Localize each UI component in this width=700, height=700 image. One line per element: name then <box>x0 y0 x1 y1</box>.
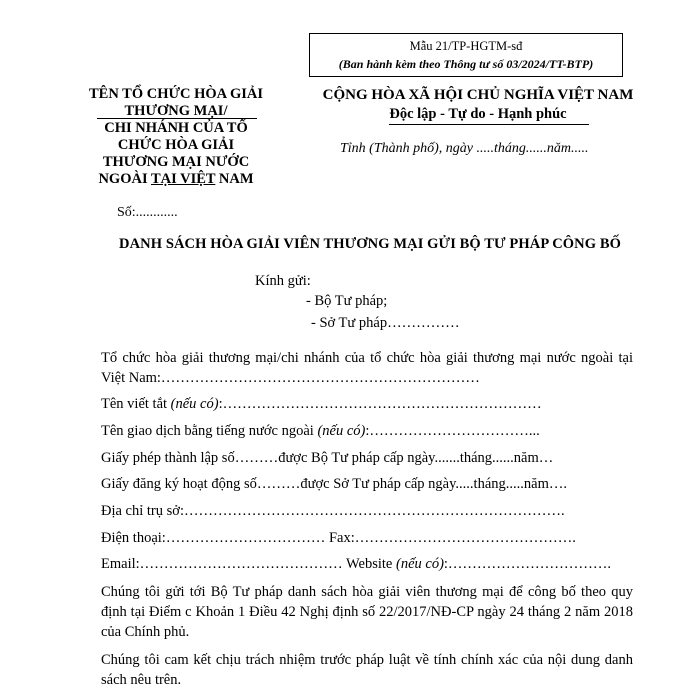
field-license: Giấy phép thành lập số………được Bộ Tư pháp cấp ngày.......tháng......năm… <box>101 450 554 466</box>
trade-name-optional: (nếu có) <box>317 423 366 439</box>
recipient-1: - Bộ Tư pháp; <box>306 293 388 309</box>
country-name: CỘNG HÒA XÃ HỘI CHỦ NGHĨA VIỆT NAM <box>322 87 634 103</box>
document-title: DANH SÁCH HÒA GIẢI VIÊN THƯƠNG MẠI GỬI BỘ TƯ PHÁP CÔNG BỐ <box>119 236 621 252</box>
national-header <box>318 86 638 124</box>
recipients-label: Kính gửi: <box>255 273 311 289</box>
org-line-6-underlined: TẠI VIỆT <box>150 171 216 187</box>
paragraph-commitment: Chúng tôi cam kết chịu trách nhiệm trước pháp luật về tính chính xác của nội dung danh sách nêu trên. <box>101 652 633 688</box>
field-phone-fax: Điện thoại:…………………………… Fax:………………………………………. <box>101 530 576 546</box>
national-motto: Độc lập - Tự do - Hạnh phúc <box>389 106 567 122</box>
field-address: Địa chỉ trụ sở:……………………………………………………………………. <box>101 503 565 519</box>
website-optional: (nếu có) <box>396 556 444 572</box>
paragraph-submission: Chúng tôi gửi tới Bộ Tư pháp danh sách hòa giải viên thương mại để công bố theo quy định tại Điểm c Khoản 1 Điều 42 Nghị định số 22/2017/NĐ-CP ngày 24 tháng 2 năm 2018 của Chính phủ. <box>101 584 633 640</box>
website-dots: :……………………………. <box>443 556 612 572</box>
form-issuance-note: (Ban hành kèm theo Thông tư số 03/2024/TT-BTP) <box>338 57 594 71</box>
org-line-3: CHI NHÁNH CỦA TỔ <box>104 120 248 136</box>
org-line-5: THƯƠNG MẠI NƯỚC <box>102 154 250 170</box>
field-registration: Giấy đăng ký hoạt động số………được Sở Tư pháp cấp ngày.....tháng.....năm…. <box>101 476 567 492</box>
org-line-6-pre: NGOÀI <box>98 171 151 187</box>
motto-underline <box>389 124 589 125</box>
org-line-2: THƯƠNG MẠI/ <box>124 103 228 119</box>
form-code: Mẫu 21/TP-HGTM-sđ <box>409 39 523 53</box>
org-line-6-post: NAM <box>215 171 254 187</box>
email-website-label: Email:…………………………………… Website <box>101 556 396 572</box>
org-line-1: TÊN TỔ CHỨC HÒA GIẢI <box>88 86 264 102</box>
org-divider-line <box>97 118 257 119</box>
recipient-2: - Sở Tư pháp…………… <box>311 315 460 331</box>
field-email-website <box>101 556 611 573</box>
form-code-box <box>309 33 623 77</box>
field-short-name <box>101 396 542 413</box>
field-org-name: Tổ chức hòa giải thương mại/chi nhánh của tổ chức hòa giải thương mại nước ngoài tại Việt Nam:………………………………………………………… <box>101 350 633 386</box>
trade-name-label: Tên giao dịch bằng tiếng nước ngoài <box>101 423 318 439</box>
trade-name-dots: :……………………………... <box>365 423 540 439</box>
short-name-optional: (nếu có) <box>170 396 219 412</box>
place-date: Tỉnh (Thành phố), ngày .....tháng......năm..... <box>340 141 589 156</box>
document-number: Số:............ <box>117 205 178 220</box>
short-name-label: Tên viết tắt <box>101 396 171 412</box>
org-line-4: CHỨC HÒA GIẢI <box>117 137 235 153</box>
org-line-6 <box>72 171 280 188</box>
organization-header <box>72 86 280 188</box>
field-trade-name <box>101 423 540 440</box>
short-name-dots: :………………………………………………………… <box>218 396 542 412</box>
